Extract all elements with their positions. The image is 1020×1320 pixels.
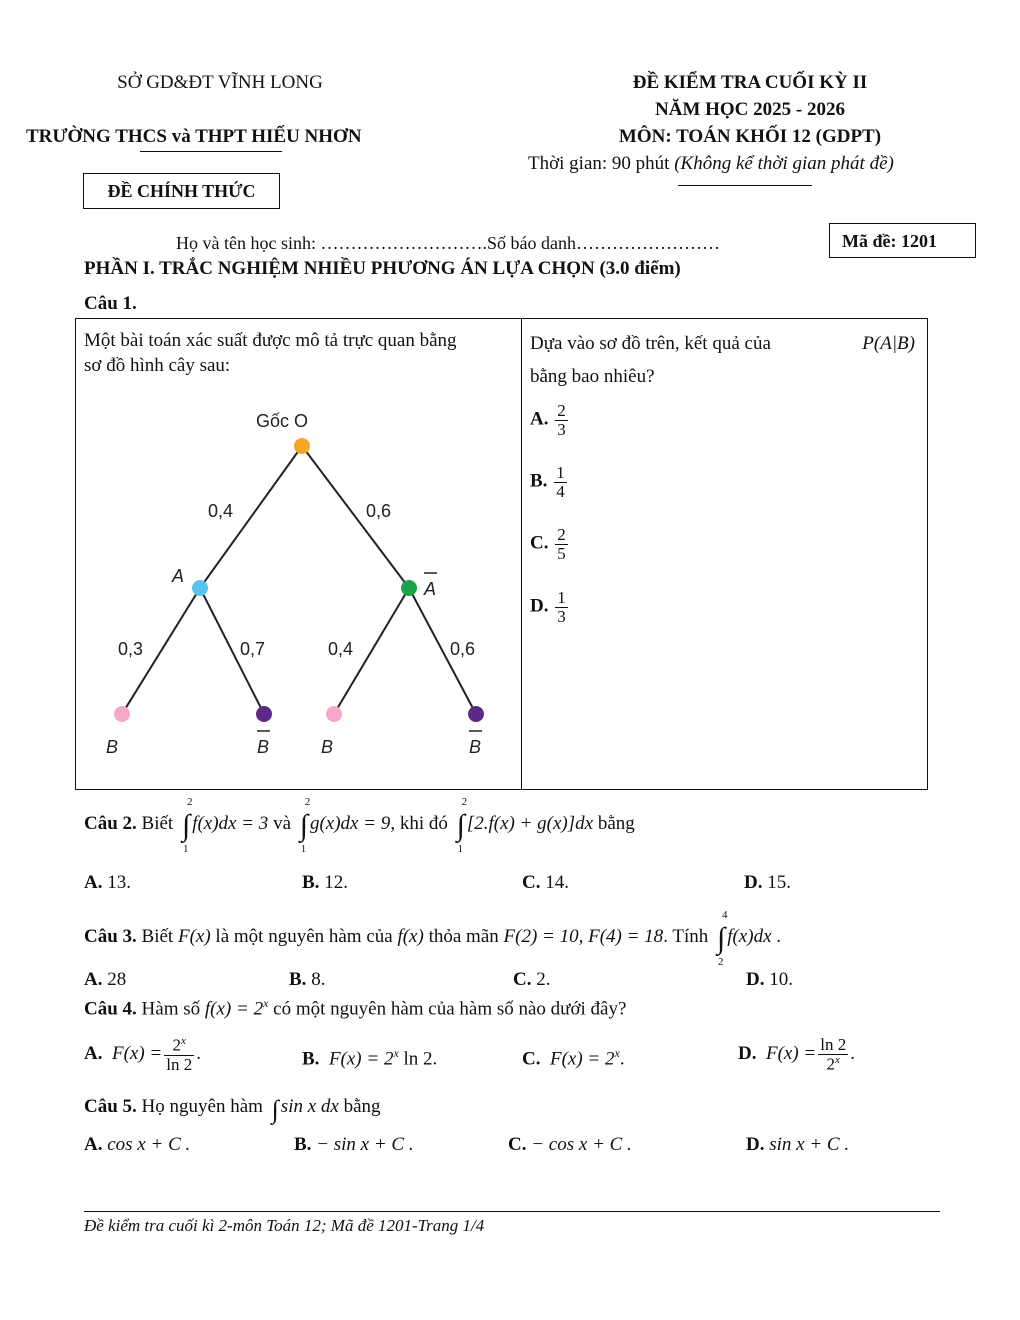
q3-option-b[interactable]: B. 8. [289, 969, 326, 990]
q3-option-d[interactable]: D. 10. [746, 969, 793, 990]
integral-icon: ∫ 2 1 [181, 796, 193, 855]
q2-option-a[interactable]: A. 13. [84, 872, 131, 893]
part1-title: PHẦN I. TRẮC NGHIỆM NHIỀU PHƯƠNG ÁN LỰA CHỌN (3.0 điểm) [84, 258, 681, 279]
q1-right-text-1 [530, 333, 915, 355]
q1-option-d[interactable] [530, 589, 570, 626]
label-leaf-b-1: B [106, 737, 119, 757]
q3-option-c[interactable]: C. 2. [513, 969, 551, 990]
q4-stem: Câu 4. Hàm số $f(x) = 2^x$ có một nguyên hàm của hàm số nào dưới đây? [84, 996, 627, 1020]
q4-label: Câu 4. [84, 998, 137, 1020]
q4-option-b[interactable]: B. $F(x) = 2^x$ ln 2. [302, 1046, 438, 1070]
q1-option-b[interactable] [530, 464, 569, 501]
q2-label: Câu 2. [84, 813, 137, 834]
q1-option-d-frac: $\frac{1}{3}$ [557, 588, 566, 626]
q3-option-a[interactable]: A. 28 [84, 969, 127, 990]
leaf-bbar-under-abar [468, 706, 484, 722]
q1-table-divider [521, 318, 522, 789]
q1-option-d-label: D. [530, 595, 549, 617]
exam-code-box [829, 223, 976, 258]
integral-icon: ∫ 4 2 [716, 909, 728, 968]
edge-root-abar [302, 446, 409, 588]
q5-option-a[interactable]: A. cos x + C . [84, 1134, 191, 1155]
prob-a: 0,4 [208, 501, 234, 521]
q1-option-a-label: A. [530, 408, 549, 430]
leaf-b-under-a [114, 706, 130, 722]
q1-right-text-1a: Dựa vào sơ đồ trên, kết quả của [530, 333, 771, 354]
probability-tree-diagram [78, 395, 518, 775]
q3-stem: Câu 3. Biết F(x) là một nguyên hàm của f(x) thỏa mãn F(2) = 10, F(4) = 18. Tính ∫ 4 2 f(x)dx . [84, 909, 782, 968]
school-name: TRƯỜNG THCS và THPT HIẾU NHƠN [26, 126, 362, 147]
prob-bbar-given-abar: 0,6 [450, 639, 476, 659]
q1-option-a[interactable] [530, 402, 570, 439]
prob-abar: 0,6 [366, 501, 392, 521]
label-leaf-b-2: B [321, 737, 334, 757]
q5-option-d[interactable]: D. sin x + C . [746, 1134, 850, 1155]
time-note: (Không kể thời gian phát đề) [674, 153, 894, 174]
q5-stem: Câu 5. Họ nguyên hàm ∫ sin x dx bằng [84, 1095, 381, 1124]
q1-label: Câu 1. [84, 293, 137, 314]
node-a [192, 580, 208, 596]
q2-stem: Câu 2. Biết ∫ 2 1 f(x)dx = 3 và ∫ 2 1 g(x)dx = 9, khi đó ∫ 2 1 [2.f(x) + g(x)]dx bằng [84, 796, 635, 855]
q2-option-c[interactable]: C. 14. [522, 872, 569, 893]
q4-option-d[interactable]: D. F(x) = $\frac{\ln 2}{2^x}$ . [738, 1035, 855, 1074]
integral-icon: ∫ 2 1 [456, 796, 468, 855]
label-leaf-bbar-2: B [469, 737, 482, 757]
label-node-a: A [172, 566, 185, 586]
q1-option-a-frac: $\frac{2}{3}$ [557, 401, 566, 439]
prob-b-given-a: 0,3 [118, 639, 144, 659]
root-node [294, 438, 310, 454]
label-node-abar: A [424, 579, 437, 599]
q1-option-c[interactable] [530, 526, 570, 563]
q1-conditional-prob: P(A|B) [862, 333, 915, 354]
time-underline [678, 185, 812, 186]
q1-option-c-frac: $\frac{2}{5}$ [557, 525, 566, 563]
time-prefix: Thời gian: 90 phút [528, 153, 675, 174]
q1-option-b-frac: $\frac{1}{4}$ [556, 463, 565, 501]
footer-rule [84, 1211, 940, 1212]
exam-time [528, 153, 894, 175]
student-info-line: Họ và tên học sinh: ……………………….Số báo danh…………………… [176, 233, 720, 253]
school-year: NĂM HỌC 2025 - 2026 [655, 99, 845, 120]
label-leaf-bbar-1: B [257, 737, 270, 757]
official-exam-label: ĐỀ CHÍNH THỨC [107, 181, 256, 201]
official-exam-box [83, 173, 280, 209]
q4-option-a[interactable]: A. F(x) = $\frac{2^x}{\ln 2}$ . [84, 1035, 201, 1074]
subject: MÔN: TOÁN KHỐI 12 (GDPT) [618, 126, 882, 147]
leaf-bbar-under-a [256, 706, 272, 722]
root-label: Gốc O [256, 411, 309, 431]
q5-option-b[interactable]: B. − sin x + C . [294, 1134, 414, 1155]
q4-option-c[interactable]: C. $F(x) = 2^x$. [522, 1046, 625, 1070]
q2-option-d[interactable]: D. 15. [744, 872, 791, 893]
q1-right-text-2: bằng bao nhiêu? [530, 366, 655, 387]
q1-left-text-2: sơ đồ hình cây sau: [84, 355, 231, 376]
leaf-b-under-abar [326, 706, 342, 722]
integral-icon: ∫ [271, 1095, 279, 1124]
prob-b-given-abar: 0,4 [328, 639, 354, 659]
exam-title: ĐỀ KIỂM TRA CUỐI KỲ II [632, 72, 868, 93]
exam-code: Mã đề: 1201 [842, 231, 937, 251]
q5-option-c[interactable]: C. − cos x + C . [508, 1134, 632, 1155]
node-abar [401, 580, 417, 596]
footer-text: Đề kiểm tra cuối kì 2-môn Toán 12; Mã đề 1201-Trang 1/4 [84, 1216, 485, 1235]
q3-label: Câu 3. [84, 926, 137, 947]
q5-label: Câu 5. [84, 1096, 137, 1117]
q1-left-text-1: Một bài toán xác suất được mô tả trực quan bằng [84, 330, 457, 351]
school-underline [140, 151, 282, 152]
prob-bbar-given-a: 0,7 [240, 639, 266, 659]
integral-icon: ∫ 2 1 [299, 796, 311, 855]
q1-option-c-label: C. [530, 532, 549, 554]
department-name: SỞ GD&ĐT VĨNH LONG [117, 72, 323, 93]
q1-option-b-label: B. [530, 470, 548, 492]
q2-option-b[interactable]: B. 12. [302, 872, 348, 893]
